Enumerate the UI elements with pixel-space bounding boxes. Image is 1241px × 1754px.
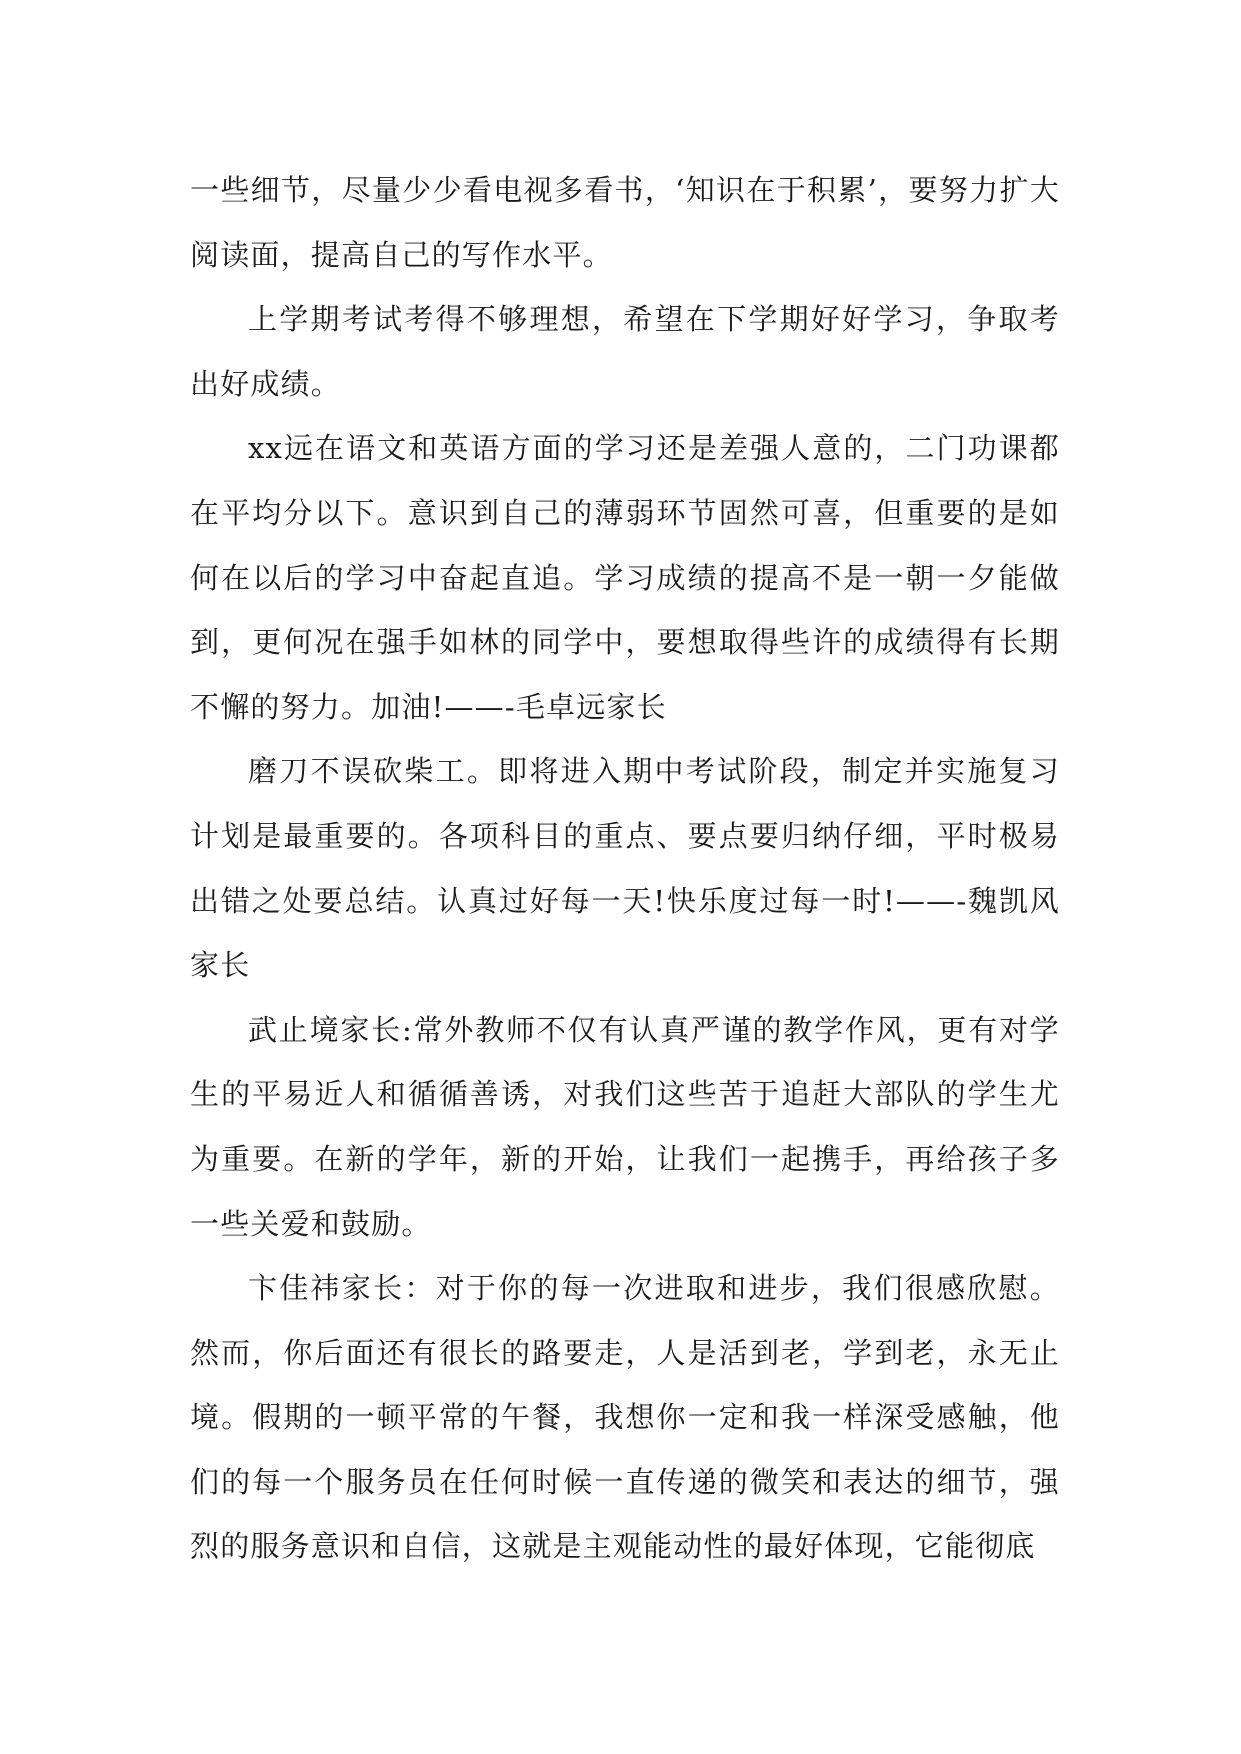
paragraph-1: 一些细节，尽量少少看电视多看书，‘知识在于积累’，要努力扩大阅读面，提高自己的写作水平。 xyxy=(190,173,1060,272)
paragraph-5: 武止境家长:常外教师不仅有认真严谨的教学作风，更有对学生的平易近人和循循善诱，对我们这些苦于追赶大部队的学生尤为重要。在新的学年，新的开始，让我们一起携手，再给孩子多一些关爱和鼓励。 xyxy=(190,1012,1060,1241)
paragraph-3: xx远在语文和英语方面的学习还是差强人意的，二门功课都在平均分以下。意识到自己的薄弱环节固然可喜，但重要的是如何在以后的学习中奋起直追。学习成绩的提高不是一朝一夕能做到，更何况在强手如林的同学中，要想取得些许的成绩得有长期不懈的努力。加油!——-毛卓远家长 xyxy=(190,431,1060,724)
paragraph-6: 卞佳祎家长：对于你的每一次进取和进步，我们很感欣慰。然而，你后面还有很长的路要走，人是活到老，学到老，永无止境。假期的一顿平常的午餐，我想你一定和我一样深受感触，他们的每一个服务员在任何时候一直传递的微笑和表达的细节，强烈的服务意识和自信，这就是主观能动性的最好体现，它能彻底 xyxy=(190,1271,1060,1564)
paragraph-2: 上学期考试考得不够理想，希望在下学期好好学习，争取考出好成绩。 xyxy=(190,302,1060,401)
document-body xyxy=(190,158,1060,1579)
paragraph-4: 磨刀不误砍柴工。即将进入期中考试阶段，制定并实施复习计划是最重要的。各项科目的重点、要点要归纳仔细，平时极易出错之处要总结。认真过好每一天!快乐度过每一时!——-魏凯风家长 xyxy=(190,754,1060,983)
